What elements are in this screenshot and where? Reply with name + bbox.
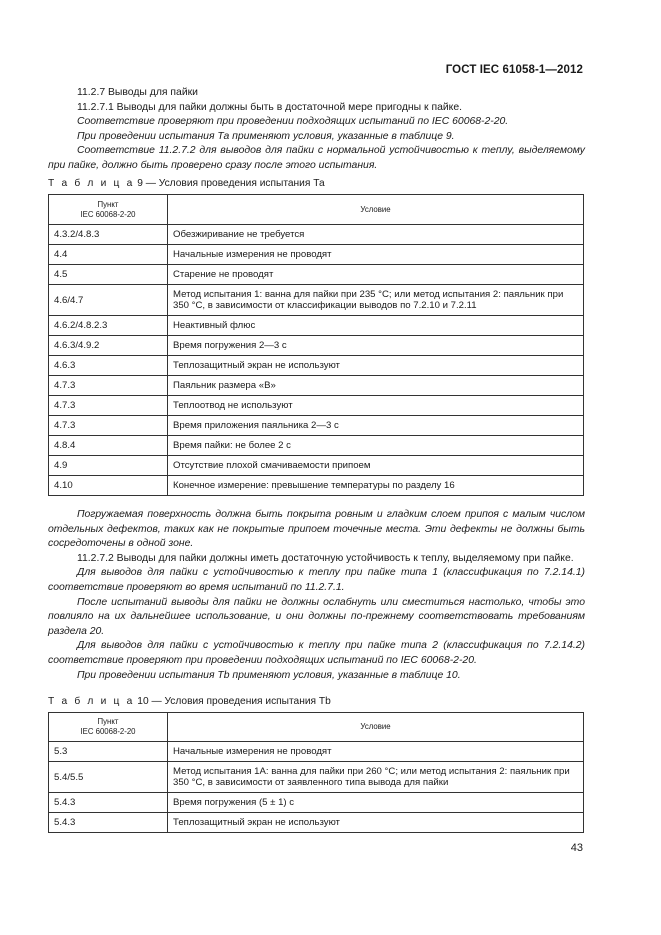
cell-clause: 5.4.3 [49,813,168,833]
table-row [49,376,584,396]
cell-condition: Неактивный флюс [168,316,584,336]
header-clause-line2: IEC 60068-2-20 [80,727,136,736]
cell-clause: 4.10 [49,476,168,496]
cell-condition: Паяльник размера «B» [168,376,584,396]
cell-clause: 4.5 [49,265,168,285]
cell-clause: 4.7.3 [49,376,168,396]
cell-clause: 5.3 [49,742,168,762]
cell-condition: Метод испытания 1А: ванна для пайки при 260 °С; или метод испытания 2: паяльник при 350 °С, в зависимости от заявленного типа вывода для пайки [168,762,584,793]
paragraph-italic: При проведении испытания Та применяют условия, указанные в таблице 9. [77,130,455,142]
cell-condition: Теплозащитный экран не используют [168,813,584,833]
header-condition: Условие [168,713,584,742]
caption-text: 9 — Условия проведения испытания Та [134,178,325,189]
cell-condition: Старение не проводят [168,265,584,285]
header-condition: Условие [168,195,584,225]
header-clause [49,713,168,742]
cell-clause: 4.6/4.7 [49,285,168,316]
table-row [49,416,584,436]
paragraph-italic: Соответствие проверяют при проведении подходящих испытаний по IEC 60068-2-20. [77,116,509,128]
page-number: 43 [570,842,583,854]
cell-clause: 4.6.3 [49,356,168,376]
table-row [49,245,584,265]
paragraph-italic: Для выводов для пайки с устойчивостью к теплу при пайке типа 1 (классификация по 7.2.14.1) соответствие проверяют во время испытаний по 11.2.7.1. [48,567,585,593]
table-10 [48,712,584,833]
cell-clause: 5.4/5.5 [49,762,168,793]
paragraph: 11.2.7.2 Выводы для пайки должны иметь достаточную устойчивость к теплу, выделяемому при пайке. [77,552,574,564]
caption-text: 10 — Условия проведения испытания Tb [134,696,331,707]
table-row [49,316,584,336]
cell-condition: Начальные измерения не проводят [168,742,584,762]
table-row [49,813,584,833]
table-row [49,285,584,316]
table-row [49,225,584,245]
cell-condition: Время погружения 2—3 с [168,336,584,356]
section-heading: 11.2.7 Выводы для пайки [77,87,198,98]
table-row [49,265,584,285]
cell-clause: 4.6.2/4.8.2.3 [49,316,168,336]
cell-clause: 4.6.3/4.9.2 [49,336,168,356]
caption-prefix: Т а б л и ц а [48,696,135,707]
cell-clause: 5.4.3 [49,793,168,813]
table-10-caption [48,696,331,707]
cell-clause: 4.9 [49,456,168,476]
cell-clause: 4.8.4 [49,436,168,456]
header-clause [49,195,168,225]
paragraph-italic: При проведении испытания Tb применяют условия, указанные в таблице 10. [77,669,461,681]
paragraph: 11.2.7.1 Выводы для пайки должны быть в достаточной мере пригодны к пайке. [77,101,462,113]
caption-prefix: Т а б л и ц а [48,178,135,189]
paragraph-italic: Погружаемая поверхность должна быть покрыта ровным и гладким слоем припоя с малым числом отдельных дефектов, таких как не покрытые припоем точечные места. Эти дефекты не должны быть сосредоточены в одной зоне. [48,509,585,550]
cell-clause: 4.7.3 [49,416,168,436]
paragraph-italic: Соответствие 11.2.7.2 для выводов для пайки с нормальной устойчивостью к теплу, выделяемому при пайке, должно быть проверено сразу после этого испытания. [48,145,585,171]
cell-condition: Время приложения паяльника 2—3 с [168,416,584,436]
document-header: ГОСТ IEC 61058-1—2012 [445,64,583,76]
table-row [49,336,584,356]
cell-condition: Конечное измерение: превышение температуры по разделу 16 [168,476,584,496]
cell-condition: Начальные измерения не проводят [168,245,584,265]
header-clause-line2: IEC 60068-2-20 [80,209,136,219]
table-row [49,762,584,793]
cell-condition: Время погружения (5 ± 1) с [168,793,584,813]
table-header-row [49,713,584,742]
cell-condition: Обезжиривание не требуется [168,225,584,245]
cell-clause: 4.4 [49,245,168,265]
table-9-caption [48,178,325,189]
table-row [49,476,584,496]
section-mid-text [48,508,585,683]
header-clause-line1: Пункт [97,199,119,209]
paragraph-italic: Для выводов для пайки с устойчивостью к теплу при пайке типа 2 (классификация по 7.2.14.2) соответствие проверяют при проведении подходящих испытаний по IEC 60068-2-20. [48,640,585,666]
cell-condition: Метод испытания 1: ванна для пайки при 235 °С; или метод испытания 2: паяльник при 350 °С, в зависимости от классификации выводов по 7.2.10 и 7.2.11 [168,285,584,316]
cell-clause: 4.7.3 [49,396,168,416]
cell-condition: Отсутствие плохой смачиваемости припоем [168,456,584,476]
table-row [49,356,584,376]
table-row [49,436,584,456]
table-row [49,396,584,416]
table-row [49,793,584,813]
table-header-row [49,195,584,225]
table-9 [48,194,584,496]
header-clause-line1: Пункт [97,717,119,726]
cell-condition: Теплоотвод не используют [168,396,584,416]
paragraph-italic: После испытаний выводы для пайки не должны ослабнуть или сместиться настолько, чтобы это повлияло на их дальнейшее использование, и они должны по-прежнему соответствовать требованиям раздела 20. [48,596,585,637]
cell-condition: Теплозащитный экран не используют [168,356,584,376]
table-row [49,742,584,762]
cell-condition: Время пайки: не более 2 с [168,436,584,456]
table-row [49,456,584,476]
cell-clause: 4.3.2/4.8.3 [49,225,168,245]
section-11-2-7-text [48,86,585,174]
